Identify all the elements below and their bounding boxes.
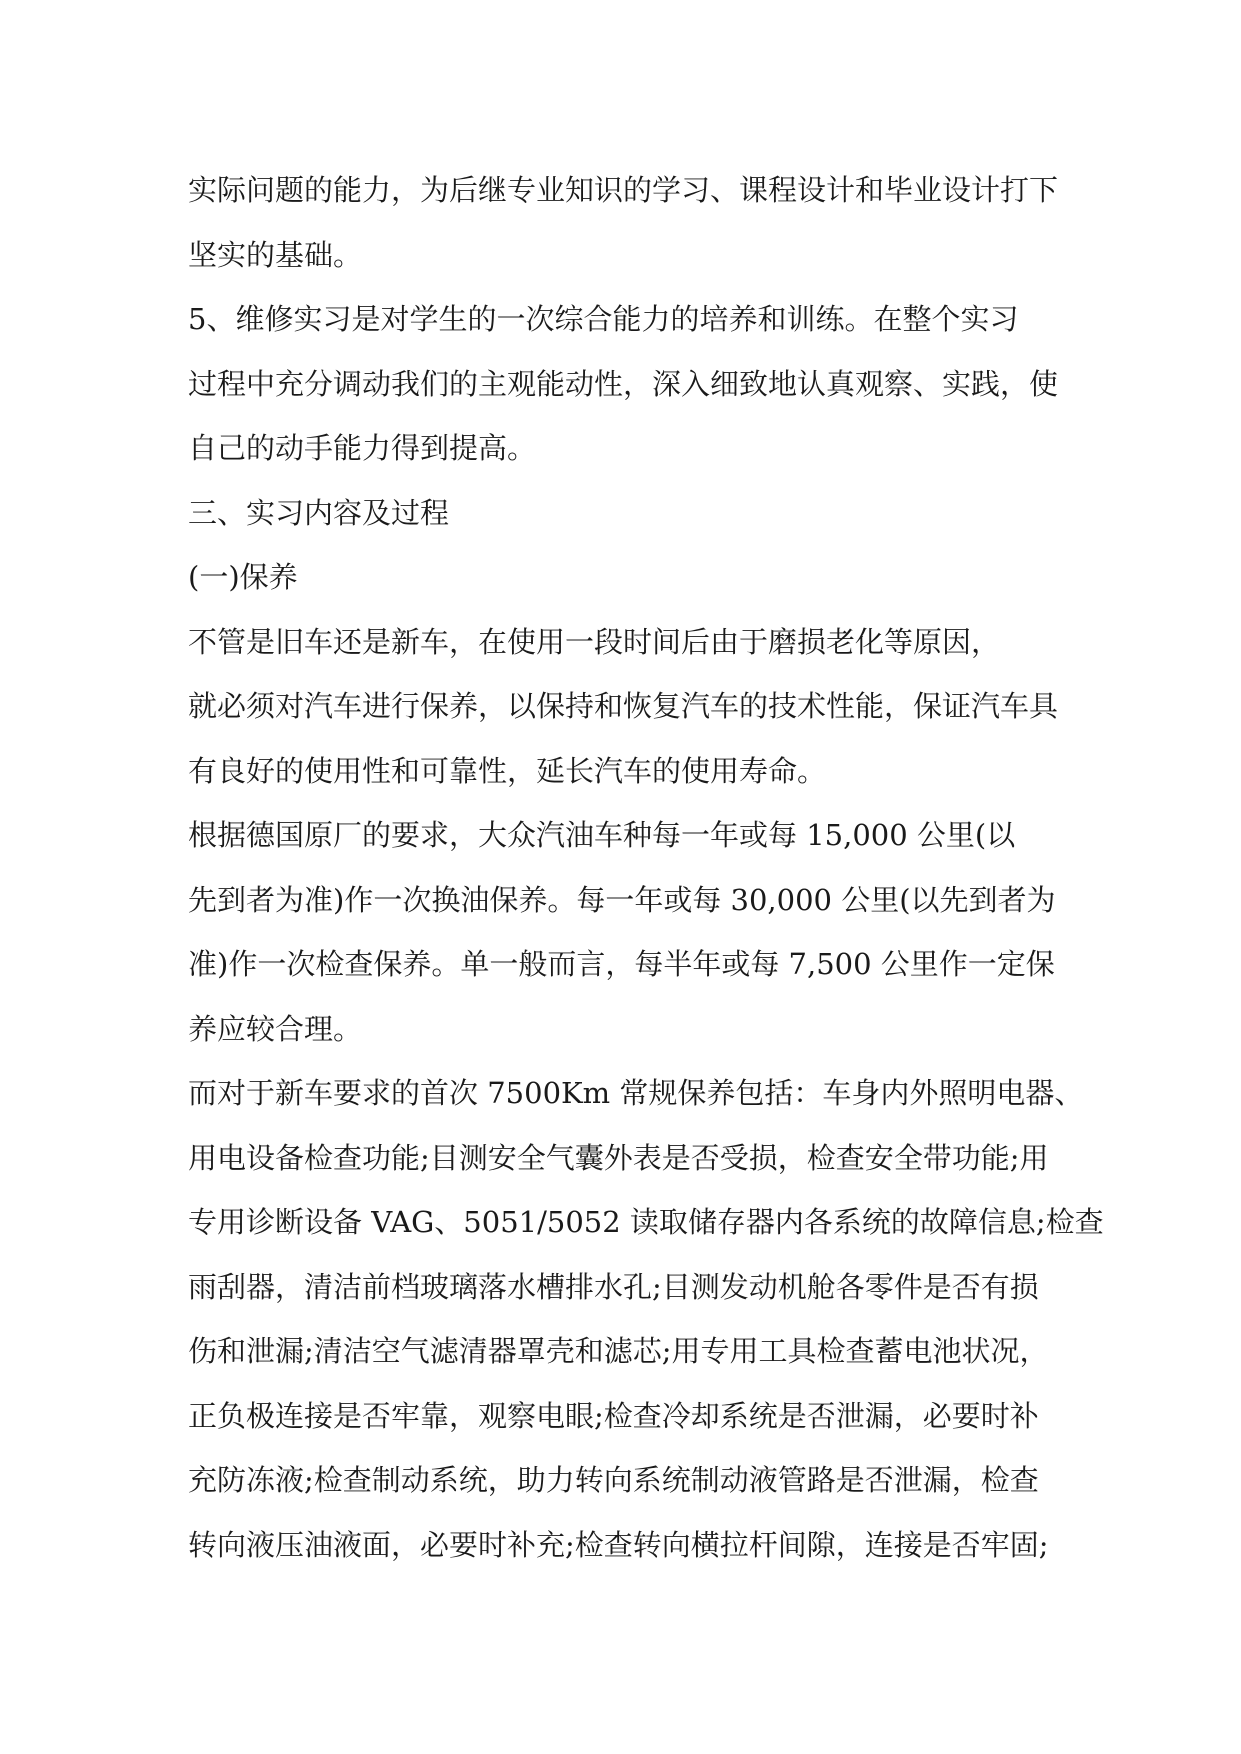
- text-line: 专用诊断设备 VAG、5051/5052 读取储存器内各系统的故障信息;检查: [188, 1205, 1104, 1239]
- subsection-heading: (一)保养: [188, 560, 298, 594]
- body-text: [188, 158, 1104, 1577]
- text-line: 伤和泄漏;清洁空气滤清器罩壳和滤芯;用专用工具检查蓄电池状况，: [188, 1334, 1049, 1368]
- text-line: 实际问题的能力，为后继专业知识的学习、课程设计和毕业设计打下: [188, 173, 1059, 207]
- paragraph-start: 而对于新车要求的首次 7500Km 常规保养包括：车身内外照明电器、: [188, 1076, 1084, 1110]
- text-line: 养应较合理。: [188, 1011, 363, 1046]
- text-line: 充防冻液;检查制动系统，助力转向系统制动液管路是否泄漏，检查: [188, 1463, 1039, 1497]
- text-line: 准)作一次检查保养。单一般而言，每半年或每 7,500 公里作一定保: [188, 947, 1055, 981]
- text-line: 先到者为准)作一次换油保养。每一年或每 30,000 公里(以先到者为: [188, 882, 1056, 917]
- text-line: 有良好的使用性和可靠性，延长汽车的使用寿命。: [188, 753, 827, 788]
- paragraph-start: 5、维修实习是对学生的一次综合能力的培养和训练。在整个实习: [188, 302, 1019, 336]
- text-line: 雨刮器，清洁前档玻璃落水槽排水孔;目测发动机舱各零件是否有损: [188, 1269, 1039, 1304]
- paragraph-start: 根据德国原厂的要求，大众汽油车种每一年或每 15,000 公里(以: [188, 818, 1016, 852]
- paragraph-start: 不管是旧车还是新车，在使用一段时间后由于磨损老化等原因，: [188, 624, 1001, 659]
- section-heading: 三、实习内容及过程: [188, 495, 450, 530]
- text-line: 过程中充分调动我们的主观能动性，深入细致地认真观察、实践，使: [188, 366, 1059, 401]
- text-line: 转向液压油液面，必要时补充;检查转向横拉杆间隙，连接是否牢固;: [188, 1527, 1049, 1562]
- text-line: 坚实的基础。: [188, 237, 363, 272]
- text-line: 就必须对汽车进行保养，以保持和恢复汽车的技术性能，保证汽车具: [188, 689, 1059, 723]
- text-line: 用电设备检查功能;目测安全气囊外表是否受损，检查安全带功能;用: [188, 1140, 1049, 1175]
- text-line: 正负极连接是否牢靠，观察电眼;检查冷却系统是否泄漏，必要时补: [188, 1398, 1039, 1433]
- text-line: 自己的动手能力得到提高。: [188, 431, 537, 465]
